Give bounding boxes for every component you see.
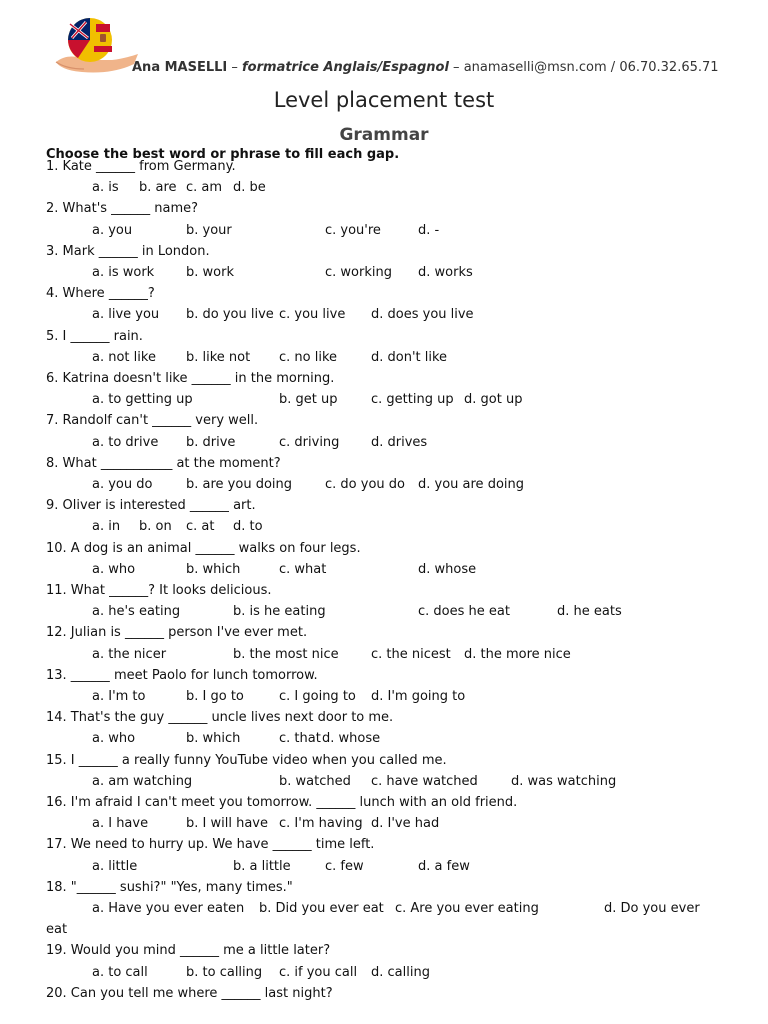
answer-option[interactable]: a. Have you ever eaten xyxy=(92,901,245,916)
answer-option[interactable]: a. to call xyxy=(92,964,148,980)
answer-option[interactable]: a. am watching xyxy=(92,773,193,789)
question-text: 13. ______ meet Paolo for lunch tomorrow. xyxy=(46,667,318,683)
answer-option[interactable]: a. you xyxy=(92,222,133,238)
answer-option[interactable]: d. got up xyxy=(464,392,523,408)
question-text: 8. What ___________ at the moment? xyxy=(46,455,281,471)
answer-option[interactable]: a. the nicer xyxy=(92,646,167,662)
logo-icon xyxy=(52,14,138,76)
question-text: 14. That's the guy ______ uncle lives next door to me. xyxy=(46,710,394,726)
answer-option[interactable]: a. is xyxy=(92,180,119,196)
answer-option[interactable]: d. he eats xyxy=(557,604,622,620)
answer-option[interactable]: a. I have xyxy=(92,816,149,832)
answer-option[interactable]: a. I'm to xyxy=(92,689,146,704)
question-text: 6. Katrina doesn't like ______ in the morning. xyxy=(46,371,335,386)
answer-option[interactable]: c. you're xyxy=(325,222,381,238)
answer-option[interactable]: b. work xyxy=(186,265,234,280)
answer-option[interactable]: b. are xyxy=(139,180,177,196)
question-text: 20. Can you tell me where ______ last night? xyxy=(46,985,333,1001)
answer-option[interactable]: c. have watched xyxy=(371,773,478,789)
answer-option[interactable]: b. your xyxy=(186,222,232,238)
answer-option[interactable]: b. to calling xyxy=(186,964,263,980)
answer-option[interactable]: c. no like xyxy=(279,349,338,365)
answer-option[interactable]: a. who xyxy=(92,561,136,577)
answer-option[interactable]: d. Do you ever xyxy=(604,901,700,916)
question-text: 3. Mark ______ in London. xyxy=(46,243,210,259)
answer-option[interactable]: c. getting up xyxy=(371,392,454,408)
answer-option[interactable]: d. calling xyxy=(371,964,430,980)
answer-option[interactable]: d. works xyxy=(418,265,473,280)
answer-option[interactable]: d. don't like xyxy=(371,349,448,365)
header-separator: – xyxy=(448,60,464,75)
answer-option[interactable]: a. not like xyxy=(92,349,156,365)
answer-option[interactable]: c. do you do xyxy=(325,477,405,492)
answer-option[interactable]: b. on xyxy=(139,519,172,535)
answer-option[interactable]: b. get up xyxy=(279,392,338,408)
header-contact xyxy=(132,60,719,75)
author-role: formatrice Anglais/Espagnol xyxy=(242,60,449,75)
answer-option[interactable]: b. do you live xyxy=(186,307,274,323)
answer-option[interactable]: b. watched xyxy=(279,773,351,789)
answer-option[interactable]: b. I go to xyxy=(186,689,244,704)
question-text: 10. A dog is an animal ______ walks on four legs. xyxy=(46,540,361,556)
header-separator: – xyxy=(227,60,243,75)
answer-option[interactable]: c. what xyxy=(279,561,327,577)
answer-option[interactable]: b. which xyxy=(186,561,241,577)
answer-option[interactable]: c. driving xyxy=(279,434,340,450)
answer-option[interactable]: c. that xyxy=(279,731,321,747)
answer-option[interactable]: a. to getting up xyxy=(92,392,193,408)
answer-option[interactable]: c. I'm having xyxy=(279,816,363,832)
answer-option[interactable]: a. live you xyxy=(92,307,160,323)
question-text: 16. I'm afraid I can't meet you tomorrow. ______ lunch with an old friend. xyxy=(46,795,518,810)
answer-option[interactable]: d. be xyxy=(233,180,266,196)
answer-option[interactable]: c. I going to xyxy=(279,689,356,704)
answer-option[interactable]: a. he's eating xyxy=(92,604,181,620)
answer-option[interactable]: c. am xyxy=(186,180,223,196)
answer-option[interactable]: d. I've had xyxy=(371,816,440,832)
answer-option[interactable]: b. like not xyxy=(186,349,251,365)
answer-option[interactable]: b. drive xyxy=(186,434,236,450)
answer-option[interactable]: c. Are you ever eating xyxy=(395,901,539,916)
question-text: 17. We need to hurry up. We have ______ time left. xyxy=(46,837,375,853)
answer-option[interactable]: a. you do xyxy=(92,477,153,492)
answer-option[interactable]: d. whose xyxy=(322,731,381,747)
instructions: Choose the best word or phrase to fill each gap. xyxy=(46,147,400,162)
question-text: 19. Would you mind ______ me a little later? xyxy=(46,943,331,959)
answer-option[interactable]: d. I'm going to xyxy=(371,689,466,704)
answer-option[interactable]: d. does you live xyxy=(371,307,474,323)
answer-option[interactable]: d. the more nice xyxy=(464,646,571,662)
answer-option[interactable]: c. you live xyxy=(279,307,346,323)
answer-option[interactable]: b. I will have xyxy=(186,816,268,832)
section-title: Grammar xyxy=(339,125,429,145)
question-text: 12. Julian is ______ person I've ever met. xyxy=(46,625,308,641)
question-text: 7. Randolf can't ______ very well. xyxy=(46,413,259,429)
answer-option[interactable]: c. few xyxy=(325,858,364,874)
author-name: Ana MASELLI xyxy=(132,60,228,75)
question-text: 4. Where ______? xyxy=(46,286,155,302)
answer-option[interactable]: d. was watching xyxy=(511,773,617,789)
answer-option[interactable]: d. drives xyxy=(371,434,428,450)
page-title: Level placement test xyxy=(273,88,495,112)
answer-option[interactable]: b. the most nice xyxy=(233,646,339,662)
answer-option[interactable]: b. which xyxy=(186,731,241,747)
answer-option[interactable]: b. Did you ever eat xyxy=(259,901,384,916)
answer-option[interactable]: a. little xyxy=(92,858,138,874)
question-text: 9. Oliver is interested ______ art. xyxy=(46,498,256,514)
answer-option[interactable]: c. the nicest xyxy=(371,646,451,662)
answer-option[interactable]: c. does he eat xyxy=(418,604,510,620)
question-text: 18. "______ sushi?" "Yes, many times." xyxy=(46,879,293,895)
question-text: 5. I ______ rain. xyxy=(46,328,143,344)
question-text: 1. Kate ______ from Germany. xyxy=(46,159,236,174)
question-text: 11. What ______? It looks delicious. xyxy=(46,583,272,598)
answer-option[interactable]: d. to xyxy=(233,519,263,535)
answer-option-continued: eat xyxy=(46,922,68,938)
answer-option[interactable]: a. is work xyxy=(92,265,155,280)
answer-option[interactable]: a. who xyxy=(92,731,136,747)
answer-option[interactable]: c. if you call xyxy=(279,964,358,980)
answer-option[interactable]: d. you are doing xyxy=(418,477,524,492)
question-text: 15. I ______ a really funny YouTube video when you called me. xyxy=(46,752,447,768)
contact-info: anamaselli@msn.com / 06.70.32.65.71 xyxy=(463,60,719,75)
answer-option[interactable]: d. whose xyxy=(418,561,477,577)
answer-option[interactable]: a. to drive xyxy=(92,434,159,450)
answer-option[interactable]: b. are you doing xyxy=(186,477,292,492)
answer-option[interactable]: d. a few xyxy=(418,858,470,874)
answer-option[interactable]: c. working xyxy=(325,265,392,280)
answer-option[interactable]: b. a little xyxy=(233,858,291,874)
answer-option[interactable]: b. is he eating xyxy=(233,604,326,620)
question-text: 2. What's ______ name? xyxy=(46,201,199,217)
answer-option[interactable]: a. in xyxy=(92,519,121,535)
answer-option[interactable]: d. - xyxy=(418,222,440,238)
answer-option[interactable]: c. at xyxy=(186,519,215,535)
